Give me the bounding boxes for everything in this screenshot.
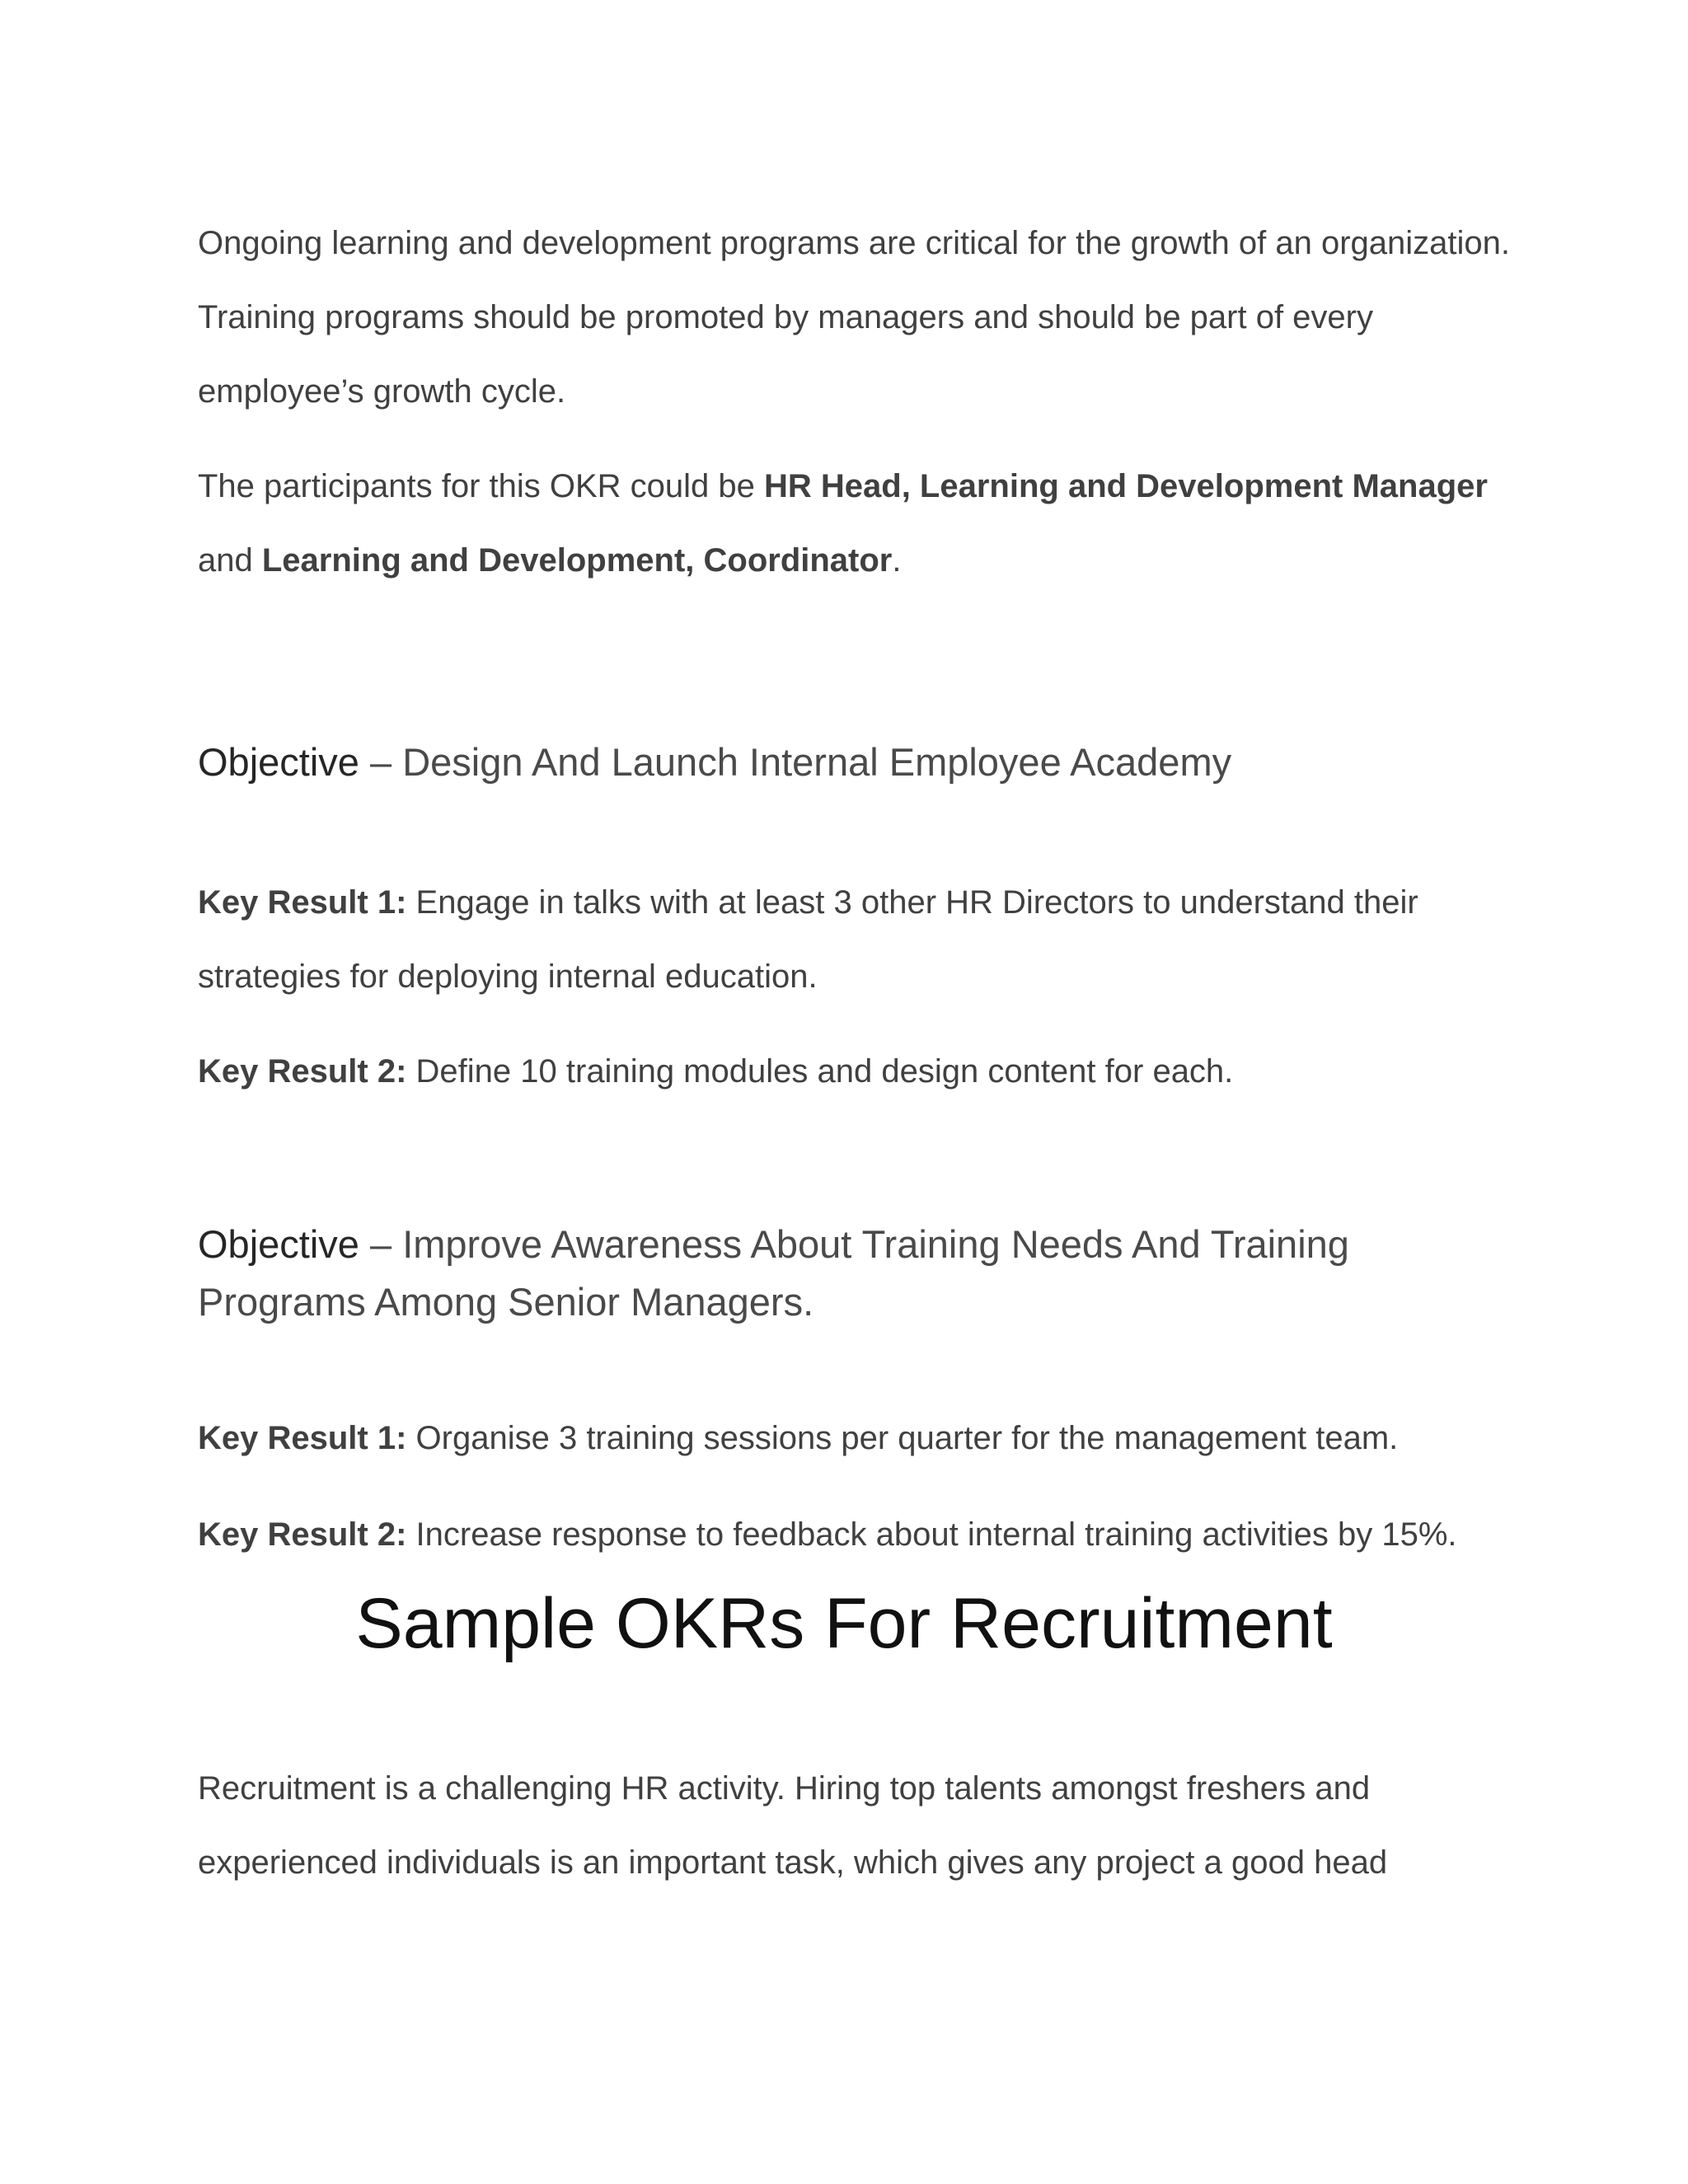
- participants-suffix: .: [892, 542, 902, 579]
- objective-heading-2: [198, 1216, 1517, 1331]
- key-result-label: Key Result 2:: [198, 1053, 407, 1090]
- key-result-text: Organise 3 training sessions per quarter for the management team.: [406, 1420, 1399, 1456]
- objective-2-key-result-1: [198, 1401, 1517, 1475]
- objective-text: Design And Launch Internal Employee Academy: [402, 740, 1232, 784]
- key-result-label: Key Result 1:: [198, 884, 407, 921]
- objective-text: Improve Awareness About Training Needs And Training Programs Among Senior Managers.: [198, 1222, 1349, 1324]
- objective-1-key-result-2: [198, 1034, 1517, 1108]
- objective-2-key-result-2: [198, 1497, 1599, 1572]
- intro-paragraph: [198, 206, 1517, 429]
- participant-hr-head: HR Head, Learning and Development Manager: [764, 468, 1488, 504]
- recruitment-paragraph-text: Recruitment is a challenging HR activity. Hiring top talents amongst freshers and experienced individuals is an important task, which gives any project a good head: [198, 1770, 1388, 1881]
- objective-label: Objective: [198, 740, 359, 784]
- key-result-label: Key Result 2:: [198, 1516, 407, 1553]
- participants-prefix: The participants for this OKR could be: [198, 468, 764, 504]
- key-result-text: Define 10 training modules and design content for each.: [406, 1053, 1234, 1090]
- participants-and: and: [198, 542, 262, 579]
- key-result-label: Key Result 1:: [198, 1420, 407, 1456]
- objective-label: Objective: [198, 1222, 359, 1266]
- intro-paragraph-text: Ongoing learning and development programs are critical for the growth of an organization. Training programs should be promoted by managers and should be part of every employee’s growth cycle.: [198, 225, 1511, 410]
- participants-paragraph: [198, 449, 1517, 598]
- section-heading-recruitment: Sample OKRs For Recruitment: [355, 1584, 1333, 1663]
- key-result-text: Engage in talks with at least 3 other HR Directors to understand their strategies for deploying internal education.: [198, 884, 1418, 995]
- participant-coordinator: Learning and Development, Coordinator: [261, 542, 893, 579]
- objective-heading-1: [198, 733, 1517, 791]
- objective-separator: –: [359, 1222, 403, 1266]
- objective-1-key-result-1: [198, 865, 1517, 1014]
- recruitment-paragraph: [198, 1751, 1517, 1900]
- objective-separator: –: [359, 740, 403, 784]
- key-result-text: Increase response to feedback about internal training activities by 15%.: [406, 1516, 1457, 1553]
